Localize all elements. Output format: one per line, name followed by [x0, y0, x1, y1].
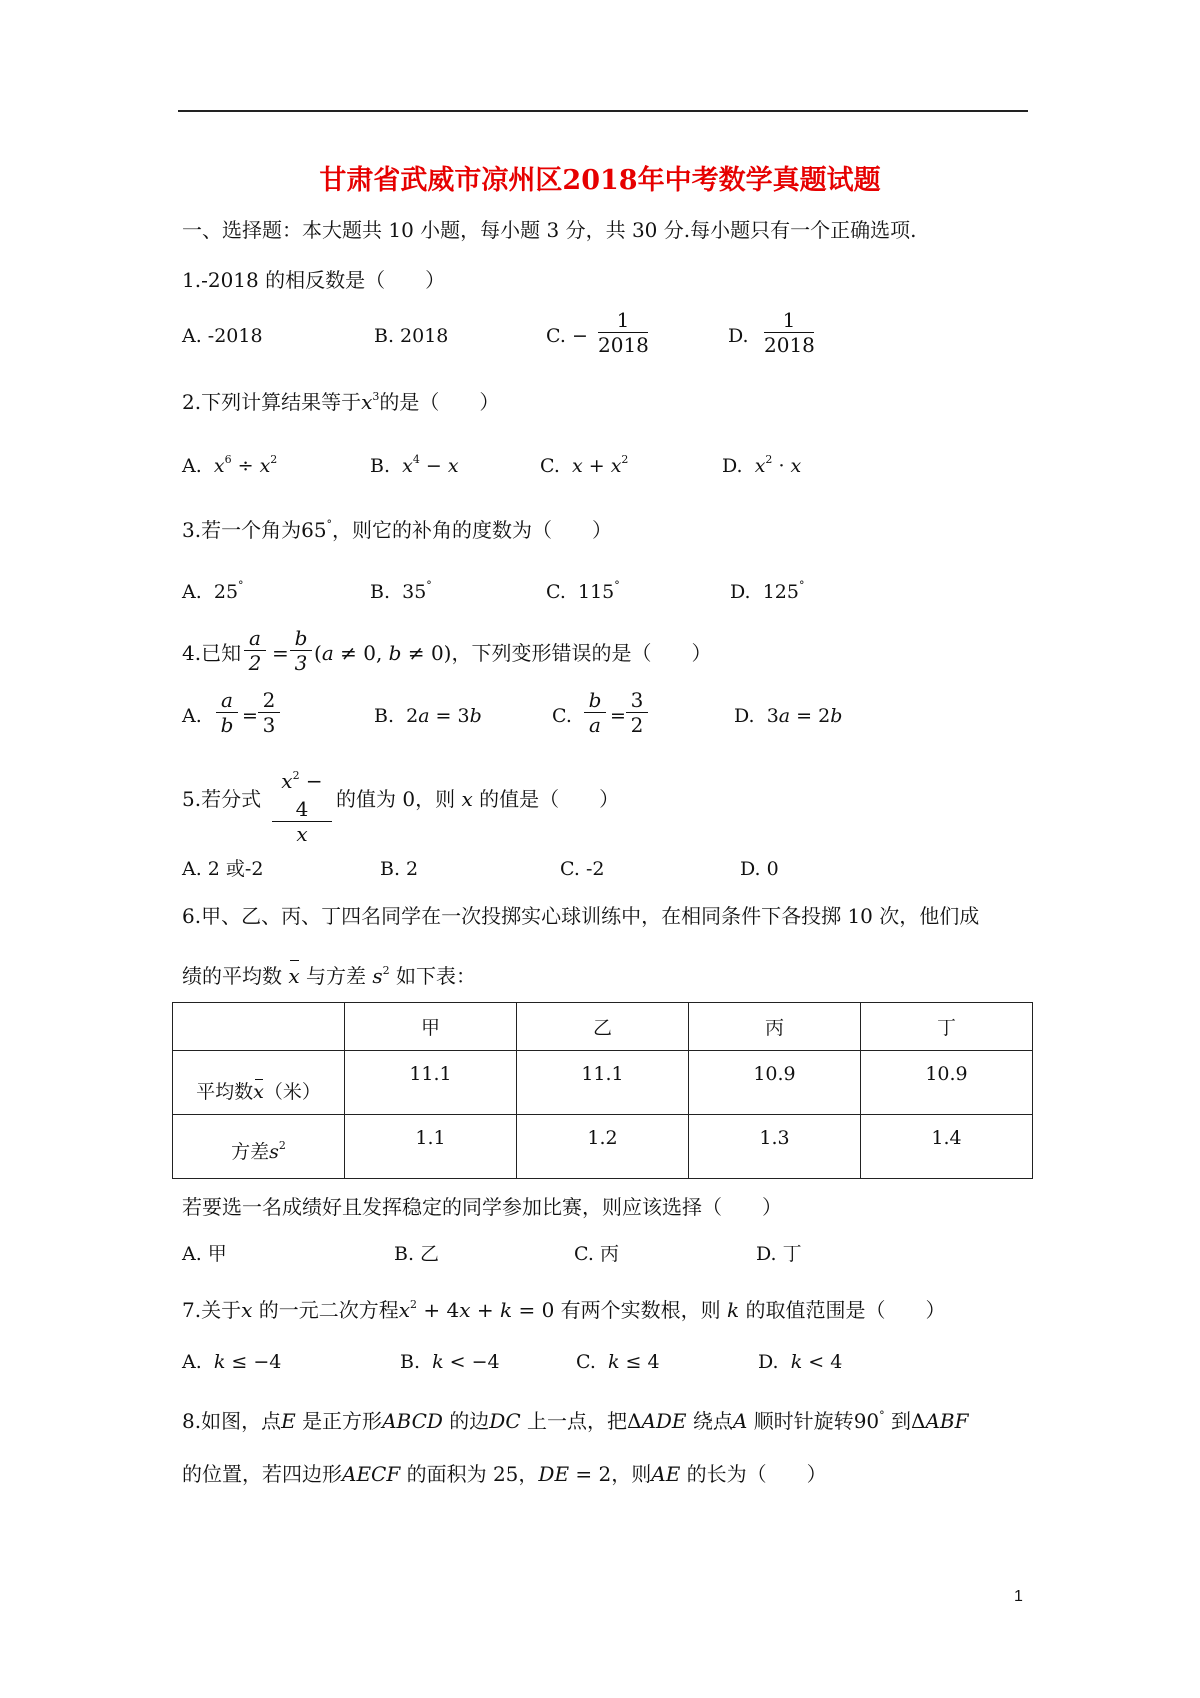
- top-rule: [178, 110, 1028, 112]
- q5-option-d: D. 0: [740, 858, 779, 880]
- q4-equals: =: [272, 641, 289, 665]
- q5-option-b: B. 2: [380, 858, 419, 880]
- table-row-label: 平均数x（米）: [173, 1051, 345, 1115]
- q1-option-c-fraction: 1 2018: [598, 308, 649, 357]
- page-title: 甘肃省武威市凉州区2018年中考数学真题试题: [319, 165, 881, 196]
- table-row-variance: [173, 1115, 1033, 1179]
- table-header-cell: 乙: [517, 1003, 689, 1051]
- q1-option-d-label: D.: [728, 325, 749, 347]
- q7-option-b: B. k < −4: [400, 1351, 500, 1373]
- q3-option-b: B. 35°: [370, 579, 432, 603]
- q4-option-a-eq: =: [242, 705, 258, 727]
- q7-option-d: D. k < 4: [758, 1351, 843, 1373]
- q8-stem-line1: 8.如图，点E 是正方形ABCD 的边DC 上一点，把ΔADE 绕点A 顺时针旋转90° 到ΔABF: [182, 1409, 969, 1433]
- q6-stem-line1: 6.甲、乙、丙、丁四名同学在一次投掷实心球训练中，在相同条件下各投掷 10 次，他们成: [182, 904, 980, 928]
- q4-cond-fraction-2: b 3: [290, 626, 312, 675]
- q2-option-a: A. $x^6 \div x^2$: [182, 453, 278, 477]
- table-header-row: [173, 1003, 1033, 1051]
- q3-stem: 3.若一个角为65°，则它的补角的度数为（ ）: [182, 518, 613, 542]
- table-cell: 1.4: [861, 1115, 1033, 1179]
- q1-option-d-fraction: 1 2018: [764, 308, 815, 357]
- q5-option-c: C. -2: [560, 858, 605, 880]
- q6-stem-line2: 绩的平均数 x 与方差 $s^2$ 如下表：: [182, 964, 476, 988]
- q7-option-a: A. k ≤ −4: [182, 1351, 282, 1373]
- q3-option-d: D. 125°: [730, 579, 805, 603]
- table-cell: 11.1: [517, 1051, 689, 1115]
- q1-option-a: A. -2018: [182, 325, 263, 347]
- q6-data-table: [172, 1002, 1033, 1179]
- table-cell: 1.2: [517, 1115, 689, 1179]
- q4-option-c-eq: =: [610, 705, 626, 727]
- q4-option-d: D. 3a = 2b: [734, 705, 843, 727]
- q6-option-a: A. 甲: [182, 1243, 227, 1265]
- q7-stem: 7.关于x 的一元二次方程$x^2 + 4x + k = 0$ 有两个实数根，则 k 的取值范围是（ ）: [182, 1298, 946, 1322]
- q5-stem-pre: 5.若分式: [182, 787, 262, 811]
- q3-option-c: C. 115°: [546, 579, 620, 603]
- q2-stem: 2.下列计算结果等于$x^3$的是（ ）: [182, 390, 500, 414]
- q4-option-a-rhs: 2 3: [258, 688, 280, 737]
- q4-condition: (a ≠ 0, b ≠ 0)，下列变形错误的是（ ）: [314, 641, 712, 665]
- q4-option-a-lhs: a b: [216, 688, 238, 737]
- q1-stem: 1.-2018 的相反数是（ ）: [182, 268, 446, 292]
- table-cell: 11.1: [345, 1051, 517, 1115]
- table-header-cell: 甲: [345, 1003, 517, 1051]
- table-cell: 1.3: [689, 1115, 861, 1179]
- q2-option-b: B. $x^4 - x$: [370, 453, 459, 477]
- table-row-label: 方差$s^2$: [173, 1115, 345, 1179]
- q4-option-c-lhs: b a: [584, 688, 606, 737]
- q6-option-d: D. 丁: [756, 1243, 802, 1265]
- table-header-cell: 丁: [861, 1003, 1033, 1051]
- q4-option-c-rhs: 3 2: [626, 688, 648, 737]
- table-cell: 10.9: [689, 1051, 861, 1115]
- q5-fraction: $x^2 - 4$ x: [272, 769, 332, 846]
- q1-option-c-label: C. −: [546, 325, 588, 347]
- section-heading: 一、选择题：本大题共 10 小题，每小题 3 分，共 30 分.每小题只有一个正确选项.: [182, 218, 917, 242]
- table-row-mean: [173, 1051, 1033, 1115]
- q3-option-a: A. 25°: [182, 579, 244, 603]
- table-cell: 1.1: [345, 1115, 517, 1179]
- q6-option-c: C. 丙: [574, 1243, 619, 1265]
- q7-option-c: C. k ≤ 4: [576, 1351, 660, 1373]
- q4-cond-fraction-1: a 2: [244, 626, 266, 675]
- q6-option-b: B. 乙: [394, 1243, 440, 1265]
- q5-option-a: A. 2 或-2: [182, 858, 264, 880]
- q2-option-d: D. $x^2 \cdot x$: [722, 453, 802, 477]
- table-header-cell: [173, 1003, 345, 1051]
- page-number: 1: [1014, 1588, 1023, 1605]
- q2-option-c: C. $x + x^2$: [540, 453, 629, 477]
- table-header-cell: 丙: [689, 1003, 861, 1051]
- q4-option-b: B. 2a = 3b: [374, 705, 482, 727]
- q8-stem-line2: 的位置，若四边形AECF 的面积为 25，DE = 2，则AE 的长为（ ）: [182, 1462, 827, 1486]
- table-cell: 10.9: [861, 1051, 1033, 1115]
- q4-option-c-label: C.: [552, 705, 572, 727]
- q4-option-a-label: A.: [182, 705, 202, 727]
- q6-question: 若要选一名成绩好且发挥稳定的同学参加比赛，则应该选择（ ）: [182, 1195, 782, 1219]
- q5-stem-post: 的值为 0，则 x 的值是（ ）: [336, 787, 620, 811]
- q1-option-b: B. 2018: [374, 325, 449, 347]
- q4-stem-pre: 4.已知: [182, 641, 242, 665]
